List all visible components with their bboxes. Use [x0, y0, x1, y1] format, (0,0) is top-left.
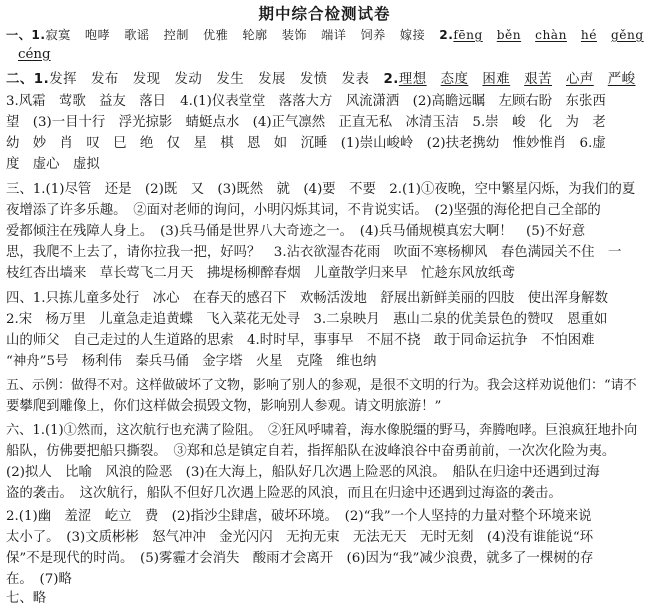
section-6-line-7: 保”不是现代的时尚。 (5)雾霾才会消失 酸雨才会离开 (6)因为“我”减少浪费，就多了一棵树的存	[6, 551, 594, 566]
section-number: 二、1.	[6, 72, 50, 87]
pinyin-answer: chàn	[535, 28, 567, 42]
section-number: 一、1.	[6, 28, 46, 42]
answer-word: 控制	[163, 28, 189, 42]
section-2-line-3: 望 (3)一目十行 浮光掠影 蜻蜓点水 (4)正气凛然 正直无私 冰清玉洁 5.崇 峻 化 为 老	[6, 115, 606, 130]
section-5-line-1: 五、示例：做得不对。这样做破坏了文物，影响了别人的参观，是很不文明的行为。我会这样劝说他们：“请不	[6, 378, 637, 393]
section-4-line-1: 四、1.只拣儿童多处行 冰心 在春天的感召下 欢畅活泼地 舒展出新鲜美丽的四肢 使出浑身解数	[6, 291, 608, 306]
answer-word: 发生	[216, 72, 245, 87]
section-6-line-2: 船队，仿佛要把船只撕裂。 ③郑和总是镇定自若，指挥船队在波峰浪谷中奋勇前前，一次次化险为夷。	[6, 444, 616, 459]
pinyin-answer: hé	[580, 28, 597, 42]
section-3-line-3: 爱都倾注在残障人身上。 (3)兵马俑是世界八大奇迹之一。 (4)兵马俑规模真宏大啊！ (5)不好意	[6, 224, 586, 239]
answer-word: 端详	[321, 28, 347, 42]
answer-text: 4.(1)仪表堂堂 落落大方 风流潇洒 (2)高瞻远瞩 左顾右盼 东张西	[180, 94, 606, 109]
section-4-line-3: 山的师父 自己走过的人生道路的思索 4.时时早，事事早 不屈不挠 敢于同命运抗争 不怕困难	[6, 333, 595, 348]
underlined-word: 困难	[482, 72, 511, 87]
underlined-word: 艰苦	[524, 72, 552, 87]
section-6-line-4: 盗的袭击。 这次航行，船队不但好几次遇上险恶的风浪，而且在归途中还遇到过海盗的袭击。	[6, 486, 562, 501]
answer-word: 发布	[90, 72, 119, 87]
question-number: 2.	[383, 72, 399, 87]
section-2-line-4: 幼 妙 肖 叹 巳 绝 仅 星 棋 恩 如 沉睡 (1)崇山峻岭 (2)扶老携幼 惟妙惟肖 6.虚	[6, 136, 606, 151]
underlined-word: 理想	[398, 72, 427, 87]
answer-word: 发表	[341, 72, 370, 87]
pinyin-answer: fēng	[453, 28, 483, 42]
section-6-line-5: 2.(1)幽 羞涩 屹立 费 (2)指沙尘肆虐，破坏环境。 (2)“我”一个人坚持的力量对整个环境来说	[6, 509, 592, 524]
answer-word: 发动	[174, 72, 203, 87]
answer-word: 嫁接	[399, 28, 426, 42]
section-6-line-6: 太小了。 (3)文质彬彬 怒气冲冲 金光闪闪 无拘无束 无法无天 无时无刻 (4)没有谁能说“环	[6, 530, 594, 545]
section-6-line-1: 六、1.(1)①然而，这次航行也充满了险阻。 ②狂风呼啸着，海水像脱缰的野马，奔腾咆哮。巨浪疯狂地扑向	[6, 423, 638, 438]
underlined-word: 严峻	[607, 72, 636, 87]
section-6-line-8: 在。 (7)略	[6, 572, 72, 587]
pinyin-answer: céng	[18, 47, 51, 62]
answer-word: 寂寞	[45, 28, 71, 42]
answer-word: 发愤	[299, 72, 328, 87]
section-2-line-5: 度 虚心 虚拟	[6, 157, 100, 172]
section-3-line-4: 思，我爬不上去了，请你拉我一把，好吗？ 3.沾衣欲湿杏花雨 吹面不寒杨柳风 春色满园关不住 一	[6, 245, 622, 260]
section-5-line-2: 要攀爬到雕像上，你们这样做会损毁文物，影响别人参观。请文明旅游！”	[6, 399, 442, 414]
question-number: 2.	[439, 28, 454, 42]
section-4-line-2: 2.宋 杨万里 儿童急走追黄蝶 飞入菜花无处寻 3.二泉映月 惠山二泉的优美景色的赞叹 恩重如	[6, 312, 608, 327]
section-3-line-5: 枝红杏出墙来 草长莺飞二月天 拂堤杨柳醉春烟 儿童散学归来早 忙趁东风放纸鸢	[6, 266, 515, 281]
answer-word: 饲养	[360, 28, 386, 42]
page-title: 期中综合检测试卷	[258, 5, 391, 23]
answer-word: 发现	[132, 72, 161, 87]
section-2-line-2	[6, 92, 606, 112]
section-3-line-2: 夜增添了许多乐趣。 ②面对老师的询问，小明闪烁其词，不肯说实话。 (2)坚强的海伦把自己全部的	[6, 203, 601, 218]
answer-word: 优雅	[203, 28, 229, 42]
section-1-line-2	[18, 45, 51, 65]
answer-word: 歌谣	[124, 28, 150, 42]
answer-text: 3.风霜 莺歌 益友 落日	[6, 94, 167, 109]
underlined-word: 心声	[565, 72, 594, 87]
section-3-line-1: 三、1.(1)尽管 还是 (2)既 又 (3)既然 就 (4)要 不要 2.(1)①夜晚，空中繁星闪烁，为我们的夏	[6, 182, 636, 197]
answer-word: 发展	[258, 72, 286, 87]
section-4-line-4: “神舟”5号 杨利伟 秦兵马俑 金字塔 火星 克隆 维也纳	[6, 354, 377, 369]
answer-word: 装饰	[281, 28, 308, 42]
section-7-line-1: 七、略	[6, 591, 47, 606]
answer-word: 发挥	[49, 72, 77, 87]
pinyin-answer: gěng	[610, 28, 644, 42]
answer-word: 轮廓	[242, 28, 268, 42]
answer-word: 咆哮	[84, 28, 111, 42]
section-1-line-1	[6, 25, 644, 45]
pinyin-answer: běn	[496, 28, 522, 42]
underlined-word: 态度	[440, 72, 469, 87]
section-2-line-1	[6, 70, 636, 90]
section-6-line-3: (2)拟人 比喻 风浪的险恶 (3)在大海上，船队好几次遇上险恶的风浪。 船队在归途中还遇到过海	[6, 465, 600, 480]
